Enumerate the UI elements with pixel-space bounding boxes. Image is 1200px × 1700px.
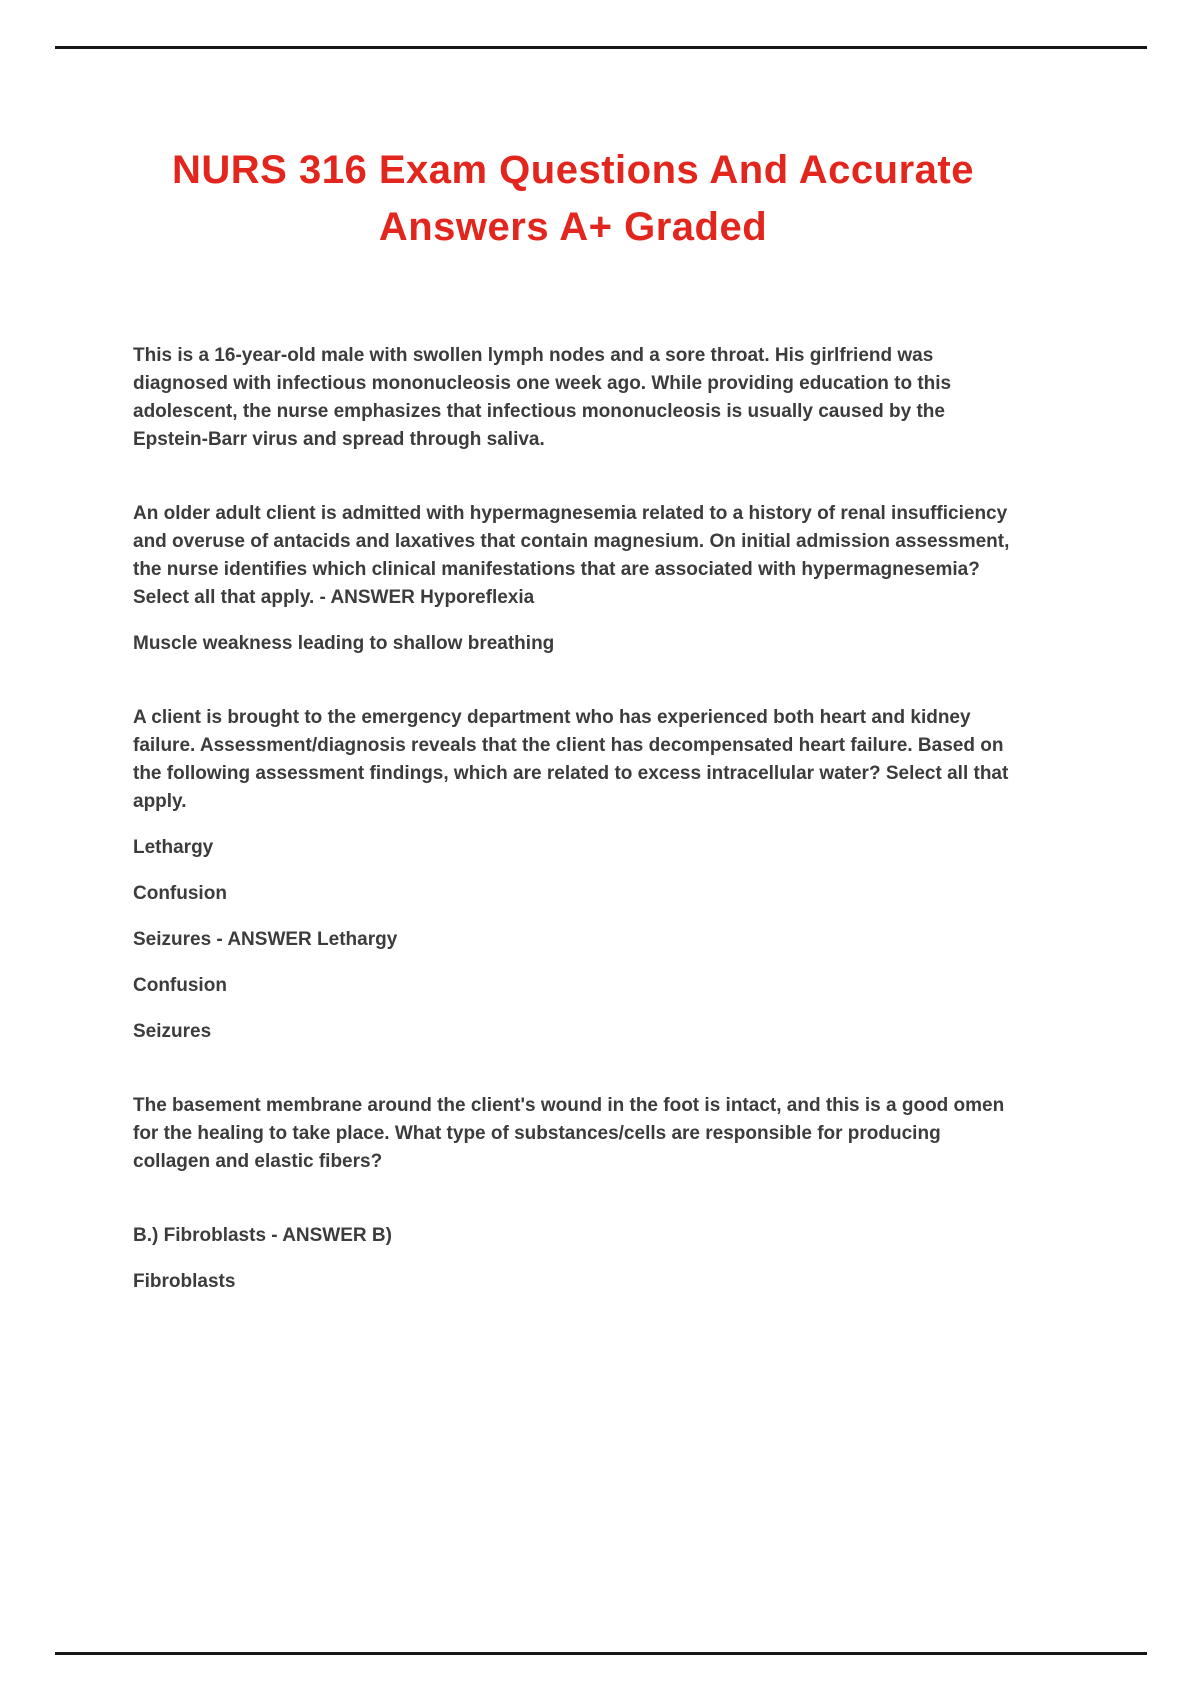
paragraph-mononucleosis: This is a 16-year-old male with swollen lymph nodes and a sore throat. His girlfriend was diagnosed with infectious mononucleosis one week ago. While providing education to this adolescent, the nurse emphasizes that infectious mononucleosis is usually caused by the Epstein-Barr virus and spread through saliva. [133,345,952,450]
paragraph-hypermagnesemia: An older adult client is admitted with hypermagnesemia related to a history of renal insufficiency and overuse of antacids and laxatives that contain magnesium. On initial admission assessment, the nurse identifies which clinical manifestations that are associated with hypermagnesemia? Select all that apply. - ANSWER Hyporeflexia [133,503,1010,608]
paragraph-muscle-weakness: Muscle weakness leading to shallow breathing [133,633,555,654]
paragraph-option-lethargy: Lethargy [133,837,214,858]
paragraph-basement-membrane: The basement membrane around the client's wound in the foot is intact, and this is a good omen for the healing to take place. What type of substances/cells are responsible for producing collagen and elastic fibers? [133,1095,1005,1172]
bottom-rule [55,1652,1147,1655]
document-title: NURS 316 Exam Questions And Accurate Answers A+ Graded [172,148,974,249]
paragraph-fibroblasts: Fibroblasts [133,1271,236,1292]
paragraph-answer-seizures: Seizures [133,1021,212,1042]
paragraph-answer-confusion: Confusion [133,975,227,996]
paragraph-option-confusion: Confusion [133,883,227,904]
paragraph-answer-lethargy: Seizures - ANSWER Lethargy [133,929,398,950]
paragraph-fibroblasts-answer: B.) Fibroblasts - ANSWER B) [133,1225,392,1246]
paragraph-heart-kidney: A client is brought to the emergency department who has experienced both heart and kidney failure. Assessment/diagnosis reveals that the client has decompensated heart failure. Based on the following assessment findings, which are related to excess intracellular water? Select all that apply. [133,707,1009,812]
document-content [133,0,1013,1314]
